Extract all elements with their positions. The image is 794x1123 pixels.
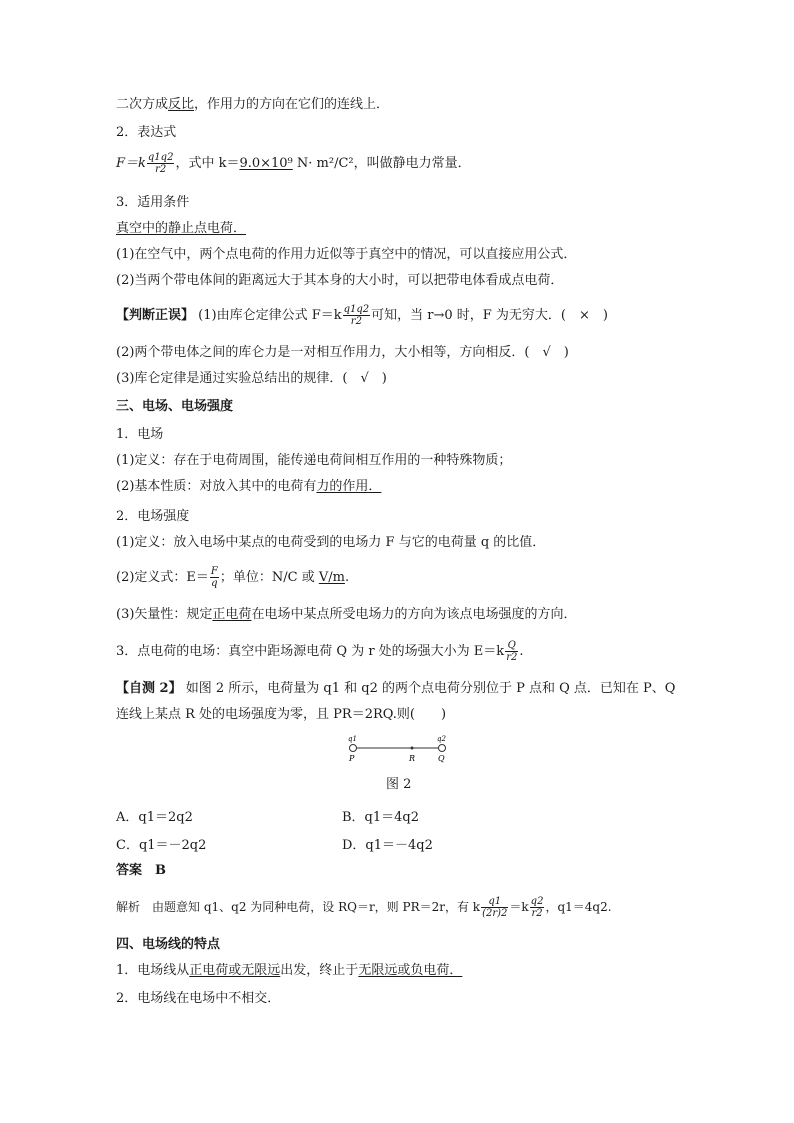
option-a: A．q1＝2q2 (116, 810, 193, 825)
judge-item-2: (2)两个带电体之间的库仑力是一对相互作用力，大小相等，方向相反．( √ ) (116, 345, 569, 360)
point-charge-field: 3．点电荷的电场：真空中距场源电荷 Q 为 r 处的场强大小为 E＝k $\frac{Q}{r2}$ . (116, 640, 524, 663)
field-property: (2)基本性质：对放入其中的电荷有力的作用． (116, 479, 382, 494)
charge-q-point (439, 745, 446, 752)
label-q1: q1 (348, 735, 357, 743)
label-p: P (349, 754, 355, 763)
field-definition: (1)定义：存在于电荷周围，能传递电荷间相互作用的一种特殊物质； (116, 453, 512, 468)
subheading-intensity: 2．电场强度 (116, 509, 190, 524)
field-line-feature-1: 1．电场线从正电荷或无限远出发，终止于无限远或负电荷． (116, 963, 463, 978)
answer-line: 答案 B (116, 863, 166, 878)
intensity-formula: (2)定义式：E＝ $\frac{F}{q}$ ；单位：N/C 或 V/m. (116, 566, 350, 589)
subheading-expression: 2．表达式 (116, 125, 177, 140)
judge-item-1: 【判断正误】 (1)由库仑定律公式 F＝k $\frac{q1q2}{r2}$ 可知，当 r→0 时，F 为无穷大．( × ) (116, 304, 608, 327)
text-line: 二次方成反比，作用力的方向在它们的连线上． (116, 97, 390, 112)
intensity-definition: (1)定义：放入电场中某点的电荷受到的电场力 F 与它的电荷量 q 的比值． (116, 535, 546, 550)
subheading-conditions: 3．适用条件 (116, 195, 190, 210)
formula-fraction: $\frac{q1q2}{r2}$ (147, 152, 174, 175)
self-test-line-2: 连线上某点 R 处的电场强度为零，且 PR＝2RQ.则( ) (116, 707, 447, 722)
label-q2: q2 (437, 735, 446, 743)
point-r (411, 747, 414, 750)
label-q: Q (438, 754, 445, 763)
self-test-line-1: 【自测 2】 如图 2 所示，电荷量为 q1 和 q2 的两个点电荷分别位于 P 点和 Q 点．已知在 P、Q (116, 681, 676, 696)
explanation-line: 解析 由题意知 q1、q2 为同种电荷，设 RQ＝r，则 PR＝2r，有 k $\frac{q1}{(2r)2}$ ＝k $\frac{q2}{r2}$ ，q1＝4q2. (116, 896, 612, 919)
section-heading-4: 四、电场线的特点 (116, 937, 221, 952)
condition-text: 真空中的静止点电荷． (116, 221, 247, 236)
condition-1: (1)在空气中，两个点电荷的作用力近似等于真空中的情况，可以直接应用公式． (116, 247, 577, 262)
label-r: R (409, 754, 416, 763)
field-line-feature-2: 2．电场线在电场中不相交． (116, 991, 281, 1006)
charge-p-point (350, 745, 357, 752)
intensity-vector: (3)矢量性：规定正电荷在电场中某点所受电场力的方向为该点电场强度的方向． (116, 607, 577, 622)
figure-caption: 图 2 (386, 777, 412, 792)
subheading-field: 1．电场 (116, 427, 164, 442)
option-d: D．q1＝－4q2 (342, 838, 433, 853)
condition-2: (2)当两个带电体间的距离远大于其本身的大小时，可以把带电体看成点电荷． (116, 273, 564, 288)
option-c: C．q1＝－2q2 (116, 838, 207, 853)
charge-diagram (346, 733, 456, 769)
judge-item-3: (3)库仑定律是通过实验总结出的规律．( √ ) (116, 371, 387, 386)
section-heading-3: 三、电场、电场强度 (116, 399, 234, 414)
coulomb-formula: F＝k $\frac{q1q2}{r2}$ ，式中 k＝9.0×10⁹ N· m²/C²，叫做静电力常量． (116, 152, 471, 175)
option-b: B．q1＝4q2 (342, 810, 420, 825)
